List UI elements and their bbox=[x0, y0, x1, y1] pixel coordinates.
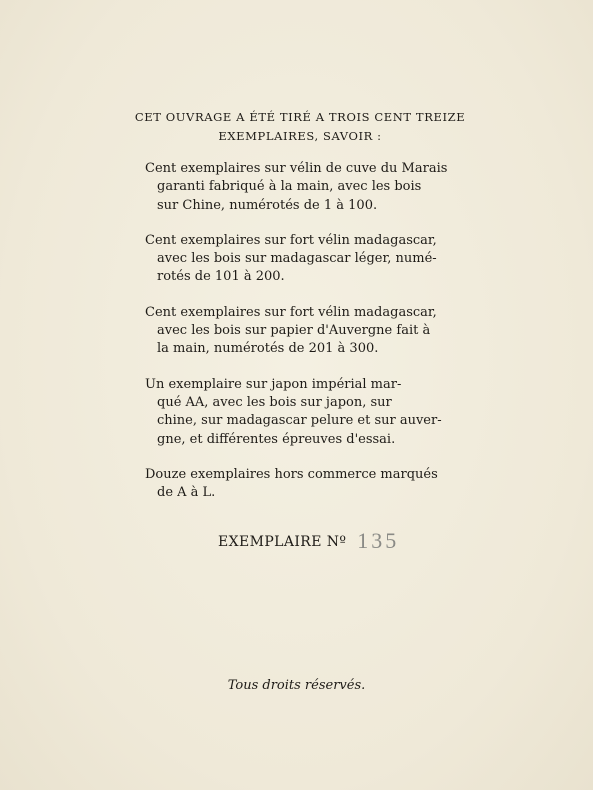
paragraph-line: Un exemplaire sur japon impérial mar- bbox=[145, 376, 402, 392]
edition-paragraph bbox=[145, 376, 475, 449]
paragraph-line: sur Chine, numérotés de 1 à 100. bbox=[157, 197, 378, 213]
paragraph-line: avec les bois sur papier d'Auvergne fait à bbox=[157, 323, 431, 339]
edition-paragraph bbox=[145, 160, 475, 215]
paragraph-line: la main, numérotés de 201 à 300. bbox=[157, 341, 379, 357]
paragraph-line: gne, et différentes épreuves d'essai. bbox=[157, 431, 396, 447]
copy-number-label: EXEMPLAIRE Nº bbox=[218, 534, 347, 550]
edition-paragraph bbox=[145, 232, 475, 287]
paragraph-line: Cent exemplaires sur fort vélin madagascar, bbox=[145, 232, 437, 248]
stamped-copy-number: 135 bbox=[357, 528, 400, 553]
paragraph-line: de A à L. bbox=[157, 485, 216, 501]
paragraph-line: qué AA, avec les bois sur japon, sur bbox=[157, 394, 392, 410]
heading-line-1: CET OUVRAGE A ÉTÉ TIRÉ A TROIS CENT TREIZE bbox=[134, 110, 466, 124]
paragraph-line: Cent exemplaires sur vélin de cuve du Marais bbox=[145, 161, 448, 176]
paragraph-line: Cent exemplaires sur fort vélin madagascar, bbox=[145, 304, 437, 320]
copy-number bbox=[218, 528, 399, 554]
edition-paragraph bbox=[145, 466, 475, 503]
edition-list bbox=[145, 160, 475, 519]
heading-line-2: EXEMPLAIRES, SAVOIR : bbox=[218, 129, 382, 143]
paragraph-line: rotés de 101 à 200. bbox=[157, 269, 285, 285]
paragraph-line: Douze exemplaires hors commerce marqués bbox=[145, 466, 438, 482]
paragraph-line: chine, sur madagascar pelure et sur auver- bbox=[157, 413, 442, 429]
edition-statement-heading bbox=[120, 108, 480, 146]
paragraph-line: garanti fabriqué à la main, avec les bois bbox=[157, 179, 422, 195]
rights-notice: Tous droits réservés. bbox=[227, 678, 366, 693]
paragraph-line: avec les bois sur madagascar léger, numé- bbox=[157, 251, 437, 267]
edition-paragraph bbox=[145, 304, 475, 359]
